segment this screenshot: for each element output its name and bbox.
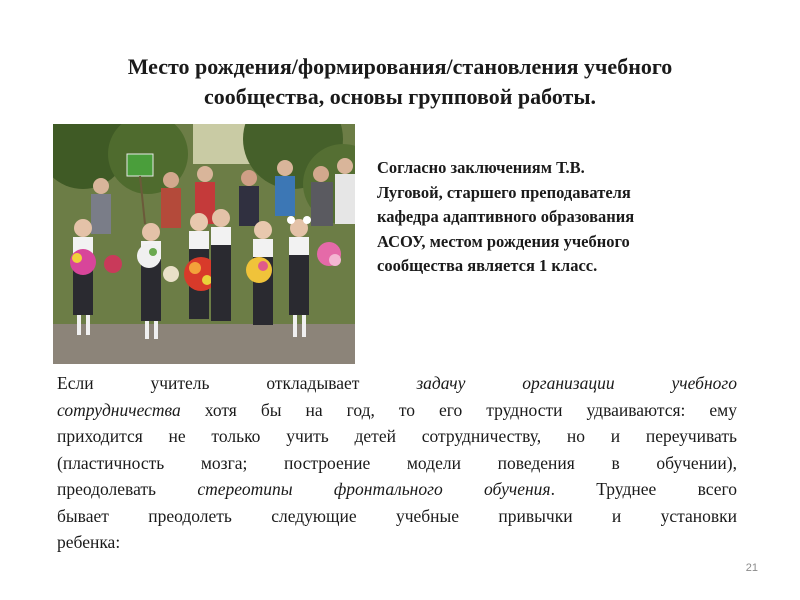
photo-illustration xyxy=(53,124,355,364)
pavement xyxy=(53,324,355,364)
body-line-7: ребенка: xyxy=(57,532,121,552)
page-number: 21 xyxy=(745,562,758,574)
body-italic-span: задачу организации учебного xyxy=(416,373,737,393)
body-text-span: хотя бы на год, то его трудности удваиваются: ему xyxy=(180,399,737,420)
title-line-1: Место рождения/формирования/становления учебного xyxy=(127,54,673,79)
body-italic-span: стереотипы фронтального обучения xyxy=(197,479,551,499)
body-text-span: . Труднее всего xyxy=(550,479,737,499)
body-italic-span: сотрудничества xyxy=(57,399,181,420)
body-text-span: Если учитель откладывает xyxy=(57,373,417,393)
body-line-1 xyxy=(57,370,737,397)
title-line-2: сообщества, основы групповой работы. xyxy=(203,84,597,109)
quote-line-1: Согласно заключениям Т.В. xyxy=(377,158,585,177)
quote-line-4: АСОУ, местом рождения учебного xyxy=(377,231,630,251)
body-paragraph xyxy=(57,370,737,556)
quote-line-5: сообщества является 1 класс. xyxy=(377,256,598,275)
body-line-5 xyxy=(57,476,737,503)
body-line-2 xyxy=(57,397,737,424)
schoolchildren-photo xyxy=(53,124,355,364)
body-line-6: бывает преодолеть следующие учебные привычки и установки xyxy=(57,505,737,526)
green-sign xyxy=(127,154,153,176)
quote-line-2: Луговой, старшего преподавателя xyxy=(377,182,631,202)
slide-title xyxy=(40,52,760,112)
quote-line-3: кафедра адаптивного образования xyxy=(377,207,635,226)
body-line-4: (пластичность мозга; построение модели поведения в обучении), xyxy=(57,452,737,473)
body-text-span: преодолевать xyxy=(57,479,198,499)
body-line-3: приходится не только учить детей сотрудничеству, но и переучивать xyxy=(57,426,737,446)
quote-text xyxy=(377,156,757,279)
